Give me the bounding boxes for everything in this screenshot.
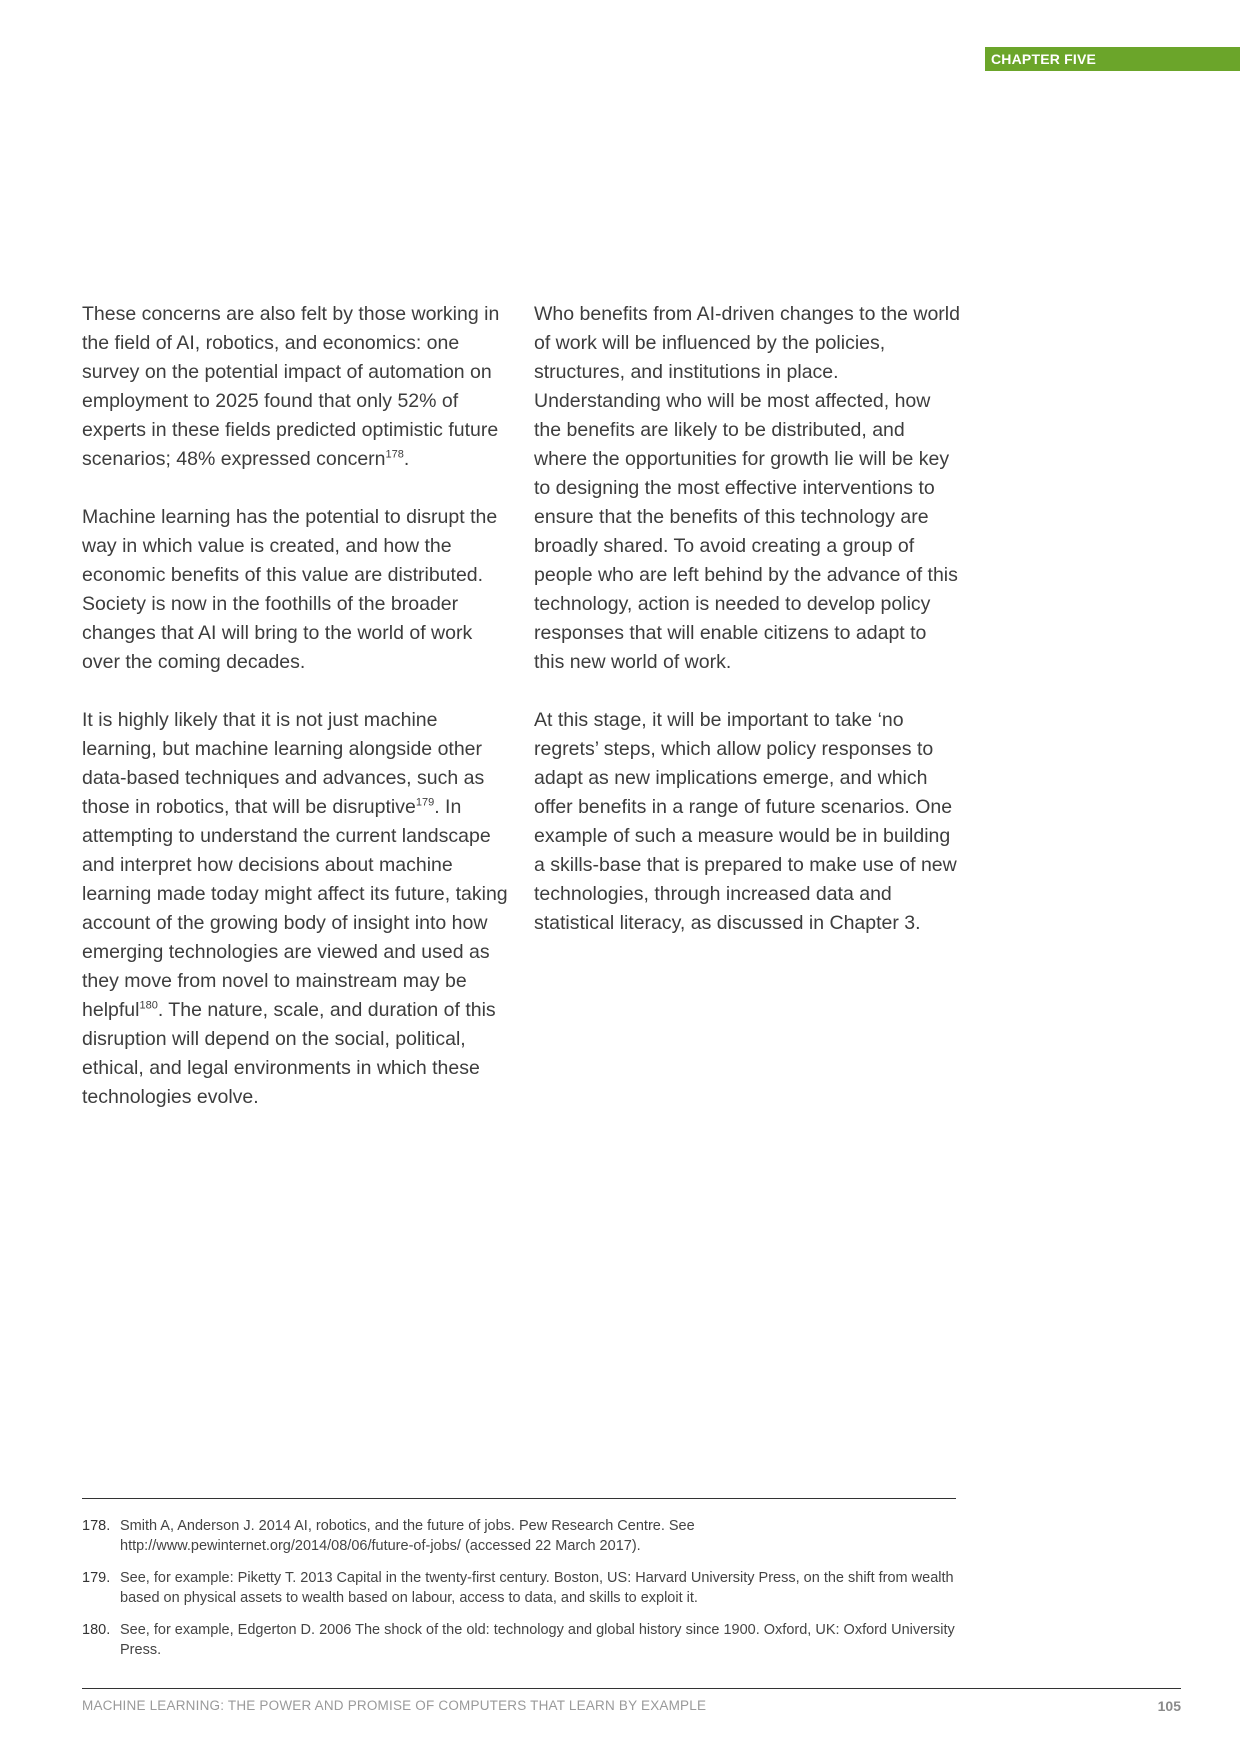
footnote-divider	[82, 1498, 956, 1499]
footnote-item	[82, 1516, 962, 1556]
paragraph: At this stage, it will be important to take ‘no regrets’ steps, which allow policy responses to adapt as new implications emerge, and which offer benefits in a range of future scenarios. One example of such a measure would be in building a skills-base that is prepared to make use of new technologies, through increased data and statistical literacy, as discussed in Chapter 3.	[534, 709, 957, 934]
paragraph: Who benefits from AI-driven changes to the world of work will be influenced by the policies, structures, and institutions in place. Understanding who will be most affected, how the benefits are likely to be distributed, and where the opportunities for growth lie will be key to designing the most effective interventions to ensure that the benefits of this technology are broadly shared. To avoid creating a group of people who are left behind by the advance of this technology, action is needed to develop policy responses that will enable citizens to adapt to this new world of work.	[534, 303, 960, 673]
page-number: 105	[1157, 1698, 1181, 1714]
footnote-item	[82, 1568, 962, 1608]
paragraph-text: .	[403, 448, 410, 470]
paragraph	[82, 300, 510, 474]
footnote-ref[interactable]: 179	[415, 796, 435, 809]
chapter-label: CHAPTER FIVE	[985, 47, 1240, 71]
footer-divider	[82, 1688, 1181, 1689]
paragraph: Machine learning has the potential to disrupt the way in which value is created, and how the economic benefits of this value are distributed. Society is now in the foothills of the broader changes that AI will bring to the world of work over the coming decades.	[82, 506, 498, 673]
footnote-item	[82, 1620, 962, 1660]
paragraph-text: It is highly likely that it is not just machine learning, but machine learning alongside other data-based techniques and advances, such as those in robotics, that will be disruptive	[82, 709, 485, 818]
footnote-text: See, for example: Piketty T. 2013 Capital in the twenty-first century. Boston, US: Harvard University Press, on the shift from wealth based on physical assets to wealth based on labour, access to data, and skills to exploit it.	[120, 1570, 954, 1606]
footnote-ref[interactable]: 178	[385, 448, 404, 461]
paragraph-text: . The nature, scale, and duration of this disruption will depend on the social, political, ethical, and legal environments in which these technologies evolve.	[82, 999, 496, 1108]
footnote-number: 179.	[82, 1570, 111, 1586]
paragraph-text: These concerns are also felt by those working in the field of AI, robotics, and economics: one survey on the potential impact of automation on employment to 2025 found that only 52% of experts in these fields predicted optimistic future scenarios; 48% expressed concern	[82, 303, 500, 470]
right-column	[534, 300, 962, 967]
left-column	[82, 300, 510, 1141]
paragraph	[82, 706, 510, 1112]
footnote-ref[interactable]: 180	[139, 999, 158, 1012]
footer-title: MACHINE LEARNING: THE POWER AND PROMISE OF COMPUTERS THAT LEARN BY EXAMPLE	[82, 1698, 707, 1713]
footnote-number: 180.	[82, 1622, 111, 1638]
footnote-text: See, for example, Edgerton D. 2006 The shock of the old: technology and global history since 1900. Oxford, UK: Oxford University Press.	[120, 1622, 955, 1658]
footnote-number: 178.	[82, 1518, 111, 1534]
footnote-text: Smith A, Anderson J. 2014 AI, robotics, and the future of jobs. Pew Research Centre. See http://www.pewinternet.org/2014/08/06/future-of-jobs/ (accessed 22 March 2017).	[120, 1518, 695, 1554]
paragraph-text: . In attempting to understand the current landscape and interpret how decisions about machine learning made today might affect its future, taking account of the growing body of insight into how emerging technologies are viewed and used as they move from novel to mainstream may be helpful	[82, 796, 508, 1021]
footnotes	[82, 1516, 962, 1672]
